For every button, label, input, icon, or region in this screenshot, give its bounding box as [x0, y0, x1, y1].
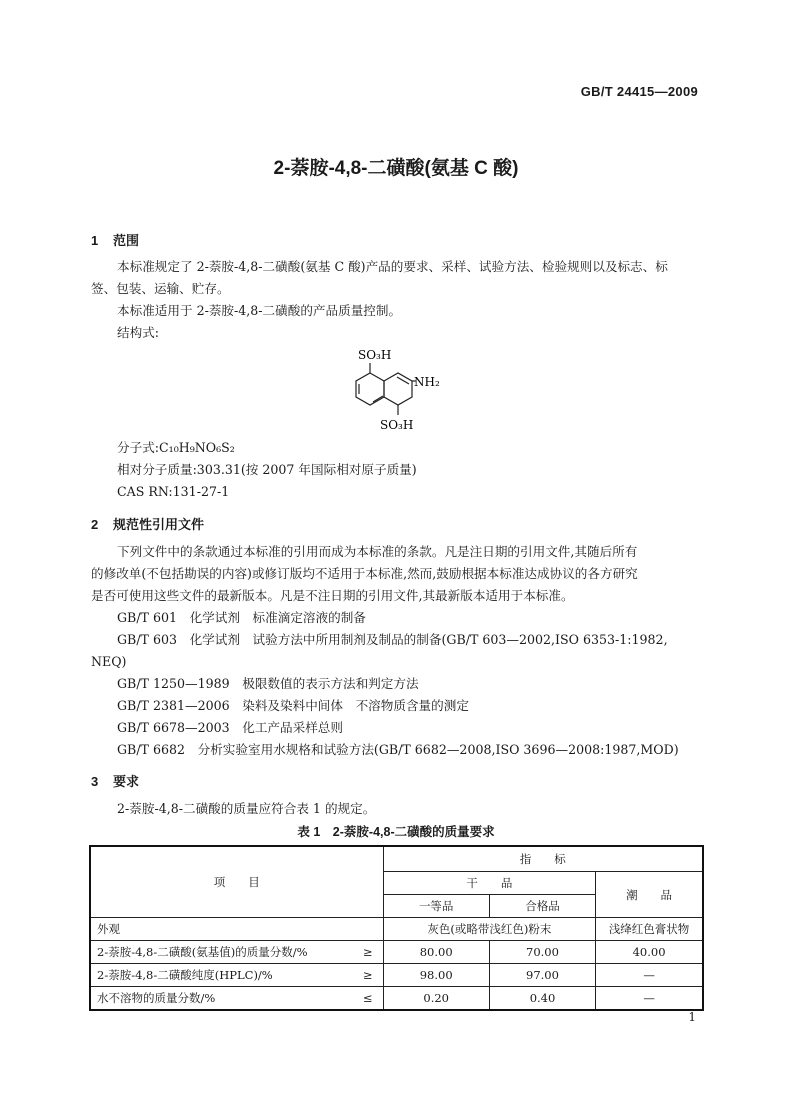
row-wet: 浅绛红色膏状物 — [596, 918, 703, 941]
header-index: 指 标 — [383, 846, 703, 872]
section-3-heading — [91, 771, 139, 790]
structure-bottom-group: SO₃H — [380, 418, 414, 432]
row-item: 2-萘胺-4,8-二磺酸纯度(HPLC)/% — [90, 964, 353, 987]
reference-item: GB/T 1250—1989 极限数值的表示方法和判定方法 — [117, 676, 419, 691]
row-wet: 40.00 — [596, 941, 703, 964]
cas-number: CAS RN:131-27-1 — [117, 484, 230, 499]
reference-item: GB/T 603 化学试剂 试验方法中所用制剂及制品的制备(GB/T 603—2002,ISO 6353-1:1982, — [117, 632, 668, 647]
table-header-row — [90, 846, 703, 872]
quality-requirements-table — [89, 845, 704, 1011]
table-row — [90, 987, 703, 1011]
row-first-grade: 80.00 — [383, 941, 489, 964]
page-number: 1 — [688, 1010, 696, 1024]
row-qualified: 70.00 — [489, 941, 595, 964]
header-qualified: 合格品 — [489, 895, 595, 918]
scope-para1-line1: 本标准规定了 2-萘胺-4,8-二磺酸(氨基 C 酸)产品的要求、采样、试验方法、检验规则以及标志、标 — [117, 259, 668, 274]
reference-item: GB/T 601 化学试剂 标准滴定溶液的制备 — [117, 610, 366, 625]
section-3-title: 要求 — [113, 774, 140, 789]
row-item: 水不溶物的质量分数/% — [90, 987, 353, 1011]
table-row — [90, 964, 703, 987]
structural-formula — [338, 345, 468, 433]
refs-intro-line1: 下列文件中的条款通过本标准的引用而成为本标准的条款。凡是注日期的引用文件,其随后所有 — [117, 544, 638, 559]
row-item: 2-萘胺-4,8-二磺酸(氨基值)的质量分数/% — [90, 941, 353, 964]
header-item: 项 目 — [90, 846, 383, 918]
table-caption: 表 1 2-萘胺-4,8-二磺酸的质量要求 — [297, 825, 495, 839]
structure-amino-group: NH₂ — [414, 375, 440, 389]
row-qualified: 0.40 — [489, 987, 595, 1011]
reference-item: GB/T 2381—2006 染料及染料中间体 不溶物质含量的测定 — [117, 698, 469, 713]
table-row — [90, 918, 703, 941]
section-3-number: 3 — [91, 774, 99, 789]
scope-para1-line2: 签、包装、运输、贮存。 — [91, 281, 230, 296]
header-dry: 干 品 — [383, 872, 596, 895]
standard-number: GB/T 24415—2009 — [580, 84, 698, 99]
row-wet: — — [596, 987, 703, 1011]
reference-item: GB/T 6678—2003 化工产品采样总则 — [117, 720, 343, 735]
reference-item-continued: NEQ) — [91, 654, 127, 669]
structure-label: 结构式: — [117, 325, 160, 340]
section-2-title: 规范性引用文件 — [113, 517, 205, 532]
document-title: 2-萘胺-4,8-二磺酸(氨基 C 酸) — [273, 158, 519, 179]
header-first-grade: 一等品 — [383, 895, 489, 918]
section-1-heading — [91, 230, 139, 249]
molecular-formula: 分子式:C₁₀H₉NO₆S₂ — [117, 440, 235, 455]
row-wet: — — [596, 964, 703, 987]
row-symbol: ≤ — [353, 987, 383, 1011]
row-symbol: ≥ — [353, 941, 383, 964]
table-row — [90, 941, 703, 964]
row-first-grade: 0.20 — [383, 987, 489, 1011]
row-appearance-dry: 灰色(或略带浅红色)粉末 — [383, 918, 596, 941]
reference-item: GB/T 6682 分析实验室用水规格和试验方法(GB/T 6682—2008,ISO 3696—2008:1987,MOD) — [117, 742, 679, 757]
section-2-heading — [91, 514, 204, 533]
row-item: 外观 — [90, 918, 383, 941]
row-qualified: 97.00 — [489, 964, 595, 987]
section-1-number: 1 — [91, 233, 99, 248]
header-wet: 潮 品 — [596, 872, 703, 918]
refs-intro-line3: 是否可使用这些文件的最新版本。凡是不注日期的引用文件,其最新版本适用于本标准。 — [91, 588, 574, 603]
row-first-grade: 98.00 — [383, 964, 489, 987]
structure-top-group: SO₃H — [358, 348, 392, 362]
requirements-para: 2-萘胺-4,8-二磺酸的质量应符合表 1 的规定。 — [117, 801, 376, 816]
section-2-number: 2 — [91, 517, 99, 532]
section-1-title: 范围 — [113, 233, 140, 248]
refs-intro-line2: 的修改单(不包括勘误的内容)或修订版均不适用于本标准,然而,鼓励根据本标准达成协议的各方研究 — [91, 566, 638, 581]
row-symbol: ≥ — [353, 964, 383, 987]
naphthalene-rings — [356, 363, 416, 415]
scope-para2: 本标准适用于 2-萘胺-4,8-二磺酸的产品质量控制。 — [117, 303, 402, 318]
molecular-mass: 相对分子质量:303.31(按 2007 年国际相对原子质量) — [117, 462, 417, 477]
